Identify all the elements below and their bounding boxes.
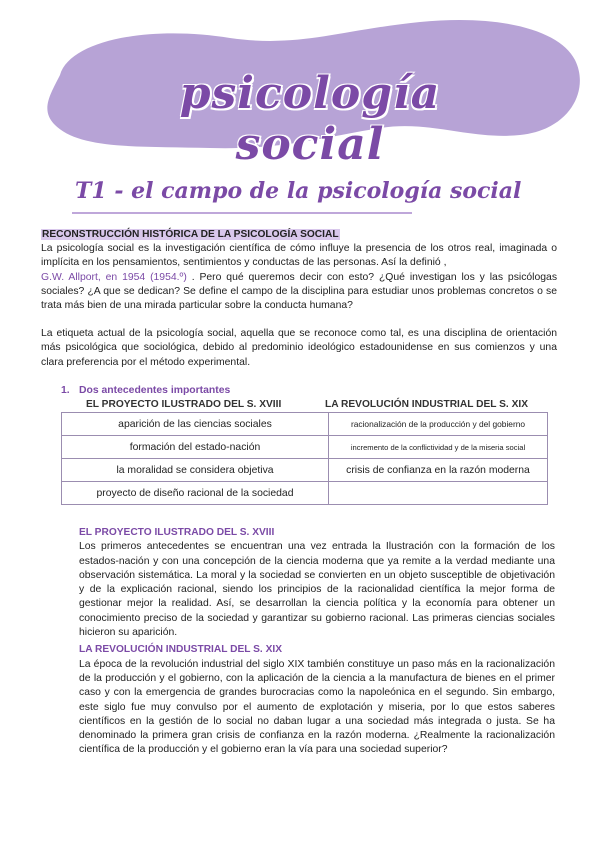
citation-link[interactable]: G.W. Allport, en 1954 (1954.º) <box>41 271 187 283</box>
table-cell <box>329 482 548 505</box>
paragraph-definition: La psicología social es la investigación científica de cómo influye la presencia de los otros real, imaginada o implícita en los pensamientos, sentimientos y conductas de las personas. Así la definió , G.W. Allport, en 1954 (1954.º) . Pero qué queremos decir con esto? ¿Qué investigan los y las psicólogas sociales? ¿A que se dedican? Se define el campo de la disciplina para estudiar unos problemas concretos o se trata más bien de una mirada particular sobre la conducta humana? <box>41 243 558 312</box>
table-row <box>62 436 548 459</box>
col-head-revolucion: LA REVOLUCIÓN INDUSTRIAL DEL S. XIX <box>325 399 529 411</box>
table-row <box>62 482 548 505</box>
table-cell: formación del estado-nación <box>62 436 329 459</box>
table-row <box>62 413 548 436</box>
antecedentes-table <box>61 412 548 505</box>
paragraph-label: La etiqueta actual de la psicología social, aquella que se reconoce como tal, es una disciplina de orientación más psicológica que sociológica, debido al predominio ideológico estadounidense en sus comienzos y una clara preferencia por el método experimental. <box>41 328 557 368</box>
subtitle-divider <box>72 212 412 214</box>
subsection-heading-revolucion: LA REVOLUCIÓN INDUSTRIAL DEL S. XIX <box>79 644 283 656</box>
col-head-ilustrado: EL PROYECTO ILUSTRADO DEL S. XVIII <box>86 399 282 411</box>
subsection-heading-ilustrado: EL PROYECTO ILUSTRADO DEL S. XVIII <box>79 527 275 538</box>
intro-section <box>41 228 557 412</box>
table-row <box>62 459 548 482</box>
table-cell: la moralidad se considera objetiva <box>62 459 329 482</box>
antecedents-body <box>79 526 555 758</box>
paragraph-revolucion: La época de la revolución industrial del siglo XIX también constituye un paso más en la racionalización de la producción y el gobierno, con la aplicación de la ciencia a la manufactura de bienes en el primer caso y con la emergencia de grandes burocracias como la napoleónica en el segundo. Sin embargo, este siglo fue muy convulso por el aumento de explotación y miseria, por lo que estos saberes científicos en la gestión de lo social no daban lugar a una sociedad más integrada o justa. Se ha denominado la primera gran crisis de confianza en la razón moderna. ¿Realmente la racionalización científica de la producción y el gobierno eran la vía para una sociedad superior? <box>79 658 555 756</box>
table-cell: aparición de las ciencias sociales <box>62 413 329 436</box>
table-cell: crisis de confianza en la razón moderna <box>329 459 548 482</box>
table-column-headers <box>41 398 557 412</box>
table-cell: proyecto de diseño racional de la sociedad <box>62 482 329 505</box>
main-title: psicología social <box>179 68 441 170</box>
section-heading: RECONSTRUCCIÓN HISTÓRICA DE LA PSICOLOGÍA SOCIAL <box>42 229 339 240</box>
table-cell: racionalización de la producción y del gobierno <box>329 413 548 436</box>
list-heading: 1. Dos antecedentes importantes <box>61 384 231 396</box>
table-cell: incremento de la conflictividad y de la miseria social <box>329 436 548 459</box>
paragraph-ilustrado: Los primeros antecedentes se encuentran una vez entrada la Ilustración con la formación de los estados-nación y con una concepción de la ciencia moderna que ya remite a la verdad mediante una observación sistemática. La moral y la sociedad se convierten en un objeto susceptible de objetivación y de la explicación racional, siendo los principios de la racionalidad científica la mejor forma de gestionar mejor la realidad. Así, se desarrollan la ciencia política y la economía para obtener un conocimiento preciso de la sociedad y garantizar su gobierno racional. Las primeras ciencias sociales hicieron su aparición. <box>79 541 555 639</box>
subtitle: T1 - el campo de la psicología social <box>75 178 522 204</box>
